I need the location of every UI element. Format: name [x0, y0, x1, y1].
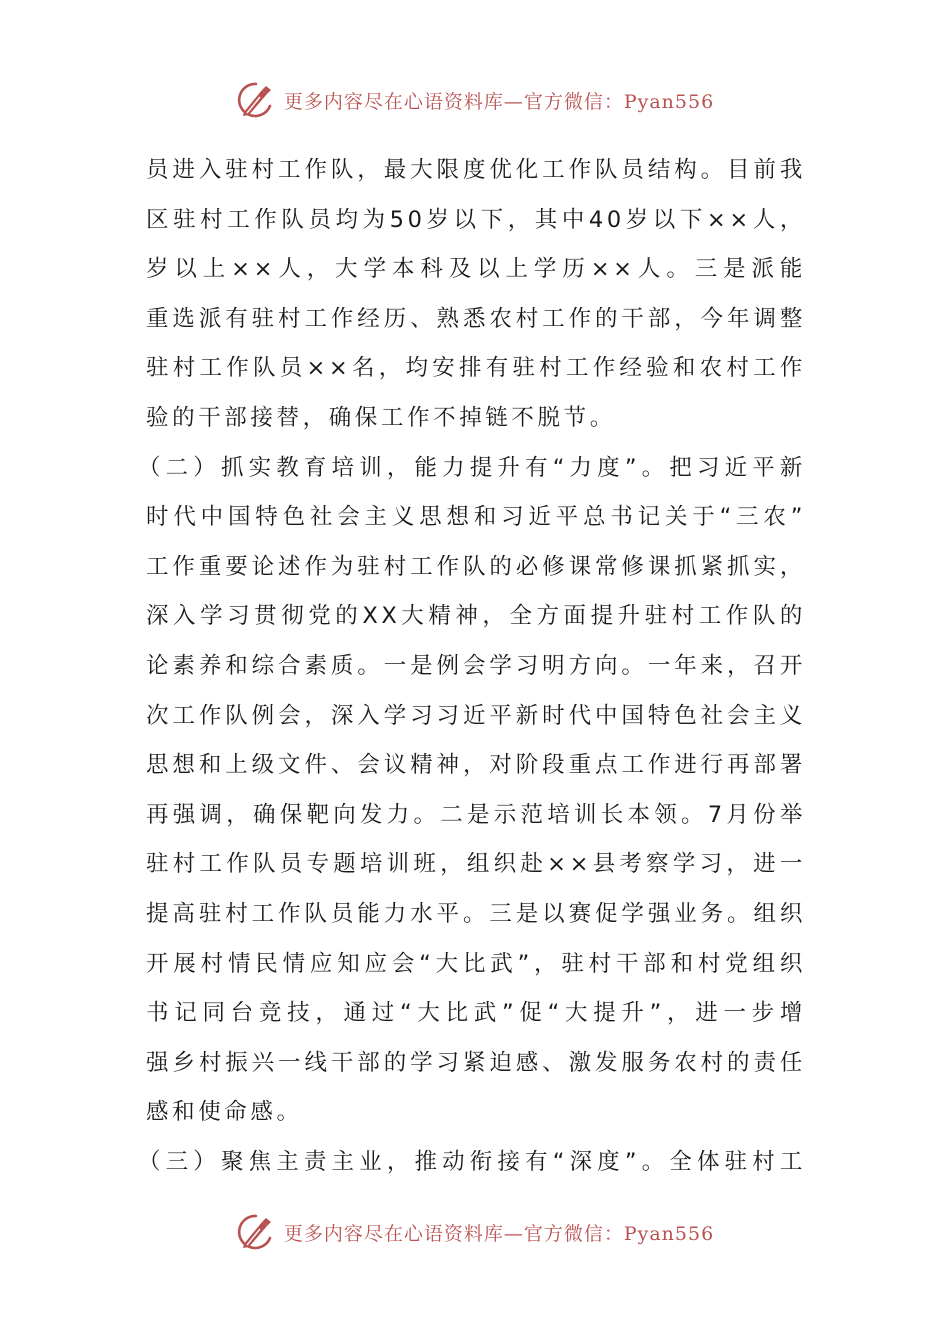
- text-line: 次工作队例会，深入学习习近平新时代中国特色社会主义: [146, 702, 806, 729]
- text-line: 重选派有驻村工作经历、熟悉农村工作的干部，今年调整: [146, 305, 806, 332]
- text-line: 再强调，确保靶向发力。二是示范培训长本领。7月份举: [146, 801, 806, 828]
- footer-banner: [0, 1210, 950, 1254]
- footer-banner-text: 更多内容尽在心语资料库—官方微信：Pyan556: [283, 1222, 715, 1245]
- text-line: 书记同台竞技，通过“大比武”促“大提升”，进一步增: [146, 1000, 806, 1027]
- text-line: 区驻村工作队员均为50岁以下，其中40岁以下××人，: [146, 206, 806, 233]
- text-line: 提高驻村工作队员能力水平。三是以赛促学强业务。组织: [146, 900, 806, 927]
- text-line: 思想和上级文件、会议精神，对阶段重点工作进行再部署: [146, 752, 806, 779]
- text-line: 员进入驻村工作队，最大限度优化工作队员结构。目前我: [146, 157, 806, 183]
- text-line: 驻村工作队员专题培训班，组织赴××县考察学习，进一: [146, 851, 806, 878]
- text-line: 论素养和综合素质。一是例会学习明方向。一年来，召开: [146, 652, 806, 679]
- header-banner-text: 更多内容尽在心语资料库—官方微信：Pyan556: [283, 90, 715, 113]
- text-line: 驻村工作队员××名，均安排有驻村工作经验和农村工作: [146, 355, 806, 382]
- pen-logo-icon: [236, 80, 276, 120]
- text-line: 感和使命感。: [146, 1099, 303, 1126]
- text-line: 强乡村振兴一线干部的学习紧迫感、激发服务农村的责任: [146, 1049, 806, 1076]
- pen-logo-icon: [236, 1212, 276, 1252]
- text-line: 时代中国特色社会主义思想和习近平总书记关于“三农”: [146, 504, 806, 531]
- text-line: 开展村情民情应知应会“大比武”，驻村干部和村党组织: [146, 950, 806, 977]
- body-text: [138, 146, 806, 1187]
- section-heading-line: （三）聚焦主责主业，推动衔接有“深度”。全体驻村工: [138, 1148, 806, 1175]
- text-line: 工作重要论述作为驻村工作队的必修课常修课抓紧抓实，: [146, 553, 806, 580]
- text-line: 验的干部接替，确保工作不掉链不脱节。: [146, 404, 616, 431]
- text-line: 岁以上××人，大学本科及以上学历××人。三是派能: [146, 256, 806, 283]
- section-heading-line: （二）抓实教育培训，能力提升有“力度”。把习近平新: [138, 454, 806, 481]
- header-banner: [0, 78, 950, 122]
- text-line: 深入学习贯彻党的XX大精神，全方面提升驻村工作队的: [146, 603, 806, 630]
